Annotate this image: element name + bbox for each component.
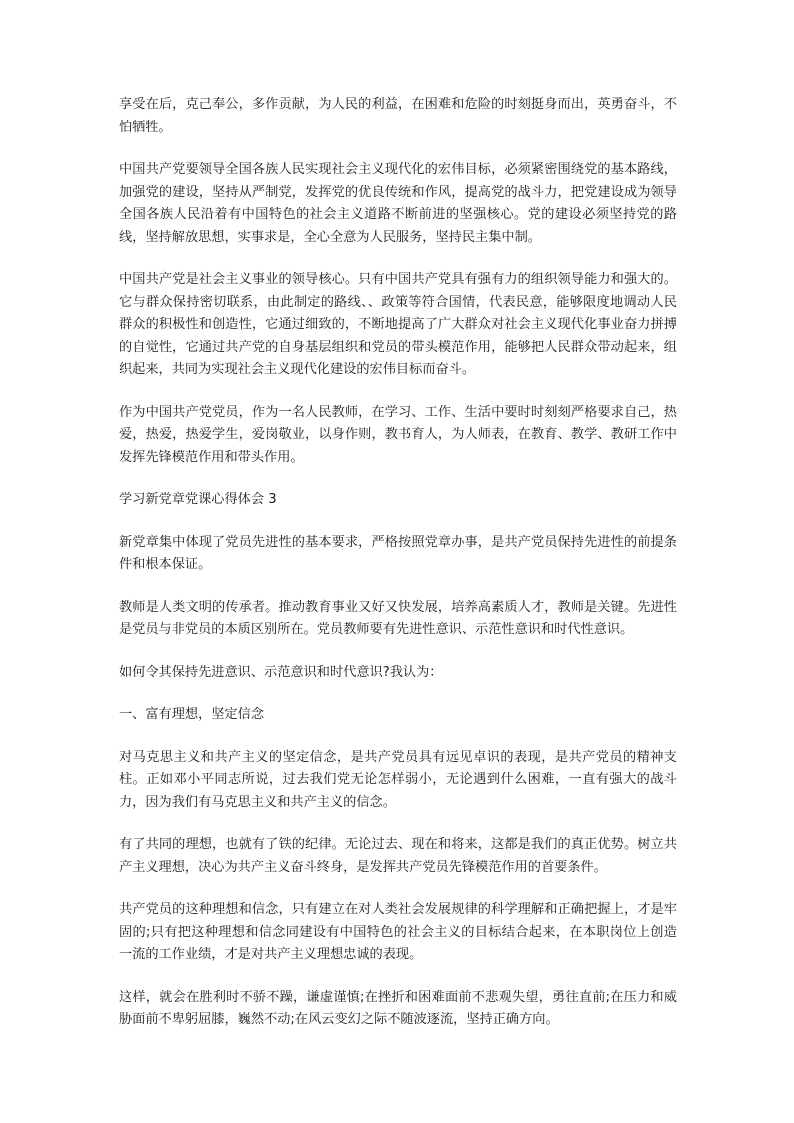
paragraph-1: 享受在后，克己奉公，多作贡献，为人民的利益，在困难和危险的时刻挺身而出，英勇奋斗，不怕牺牲。: [119, 97, 677, 135]
paragraph-11: 这样，就会在胜利时不骄不躁，谦虚谨慎;在挫折和困难面前不悲观失望，勇往直前;在压力和威胁面前不卑躬屈膝，巍然不动;在风云变幻之际不随波逐流，坚持正确方向。: [119, 989, 677, 1027]
paragraph-4: 作为中国共产党党员，作为一名人民教师，在学习、工作、生活中要时时刻刻严格要求自己，热爱，热爱，热爱学生，爱岗敬业，以身作则，教书育人，为人师表，在教育、教学、教研工作中发挥先锋模范作用和带头作用。: [119, 404, 677, 465]
paragraph-2: 中国共产党要领导全国各族人民实现社会主义现代化的宏伟目标，必须紧密围绕党的基本路线，加强党的建设，坚持从严制党，发挥党的优良传统和作风，提高党的战斗力，把党建设成为领导全国各族人民沿着有中国特色的社会主义道路不断前进的坚强核心。党的建设必须坚持党的路线，坚持解放思想，实事求是，全心全意为人民服务，坚持民主集中制。: [119, 162, 677, 245]
paragraph-5: 新党章集中体现了党员先进性的基本要求，严格按照党章办事，是共产党员保持先进性的前提条件和根本保证。: [119, 534, 677, 572]
section-heading: 学习新党章党课心得体会 3: [119, 492, 277, 507]
paragraph-9: 有了共同的理想，也就有了铁的纪律。无论过去、现在和将来，这都是我们的真正优势。树立共产主义理想，决心为共产主义奋斗终身，是发挥共产党员先锋模范作用的首要条件。: [119, 837, 677, 875]
paragraph-8: 对马克思主义和共产主义的坚定信念，是共产党员具有远见卓识的表现，是共产党员的精神支柱。正如邓小平同志所说，过去我们党无论怎样弱小，无论遇到什么困难，一直有强大的战斗力，因为我们有马克思主义和共产主义的信念。: [119, 749, 677, 810]
paragraph-10: 共产党员的这种理想和信念，只有建立在对人类社会发展规律的科学理解和正确把握上，才是牢固的;只有把这种理想和信念同建设有中国特色的社会主义的目标结合起来，在本职岗位上创造一流的工作业绩，才是对共产主义理想忠诚的表现。: [119, 902, 677, 962]
paragraph-7: 如何令其保持先进意识、示范意识和时代意识?我认为：: [119, 664, 443, 680]
document-page: [119, 94, 677, 1052]
subheading-1: 一、富有理想，坚定信念: [119, 707, 265, 722]
paragraph-6: 教师是人类文明的传承者。推动教育事业又好又快发展，培养高素质人才，教师是关键。先进性是党员与非党员的本质区别所在。党员教师要有先进性意识、示范性意识和时代性意识。: [119, 599, 677, 637]
paragraph-3: 中国共产党是社会主义事业的领导核心。只有中国共产党具有强有力的组织领导能力和强大的。它与群众保持密切联系，由此制定的路线、、政策等符合国情，代表民意，能够限度地调动人民群众的积极性和创造性，它通过细致的，不断地提高了广大群众对社会主义现代化事业奋力拼搏的自觉性，它通过共产党的自身基层组织和党员的带头模范作用，能够把人民群众带动起来，组织起来，共同为实现社会主义现代化建设的宏伟目标而奋斗。: [119, 272, 677, 377]
